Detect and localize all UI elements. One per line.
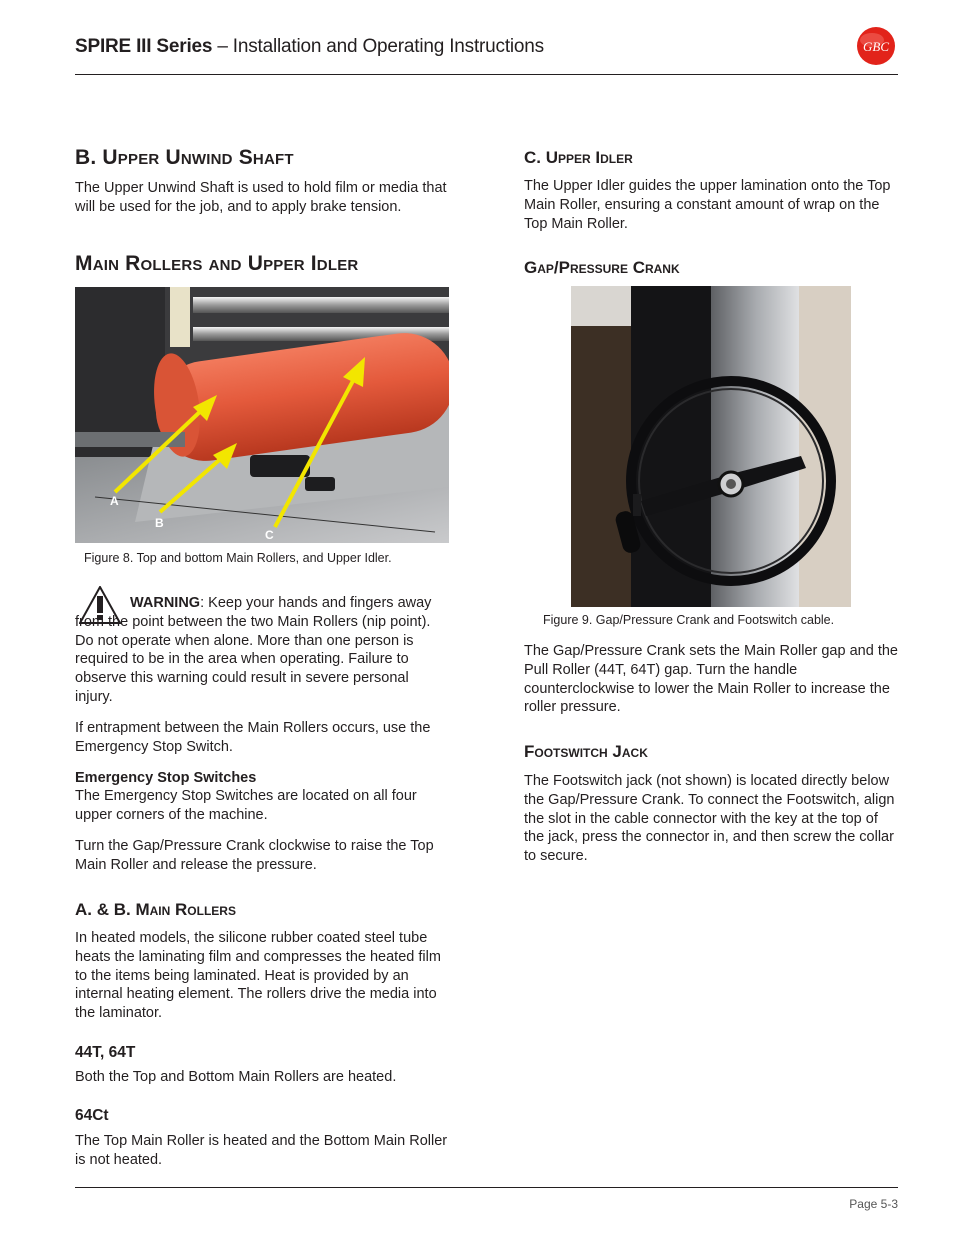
heading-44t-64t: 44T, 64T [75,1044,136,1061]
heading-upper-unwind-shaft: B. Upper Unwind Shaft [75,146,294,169]
footswitch-jack-text: The Footswitch jack (not shown) is located directly below the Gap/Pressure Crank. To connect the Footswitch, align the slot in the cable connector with the key at the top of the jack, press the connector in, and then screw the collar to secure. [524,773,895,865]
heading-ab-main-rollers: A. & B. Main Rollers [75,900,236,919]
header-title [75,36,544,58]
gap-pressure-text: The Gap/Pressure Crank sets the Main Roller gap and the Pull Roller (44T, 64T) gap. Turn the handle counterclockwise to lower the Main Roller to increase the roller pressure. [524,643,898,716]
ab-main-rollers-text: In heated models, the silicone rubber coated steel tube heats the laminating film and compresses the heated film to the items being laminated. Heat is provided by an internal heating element. The rollers drive the media into the laminator. [75,930,441,1022]
heading-main-rollers-upper-idler: Main Rollers and Upper Idler [75,252,359,275]
emergency-stop-text: The Emergency Stop Switches are located on all four upper corners of the machine. [75,788,417,823]
heading-upper-idler: C. Upper Idler [524,148,633,167]
warning-label: WARNING [130,595,201,611]
header-divider [75,74,898,75]
figure8-label-b: B [155,516,164,530]
footer-divider [75,1187,898,1188]
heading-64ct: 64Ct [75,1107,109,1124]
page-header [75,34,898,74]
heading-gap-pressure-crank: Gap/Pressure Crank [524,258,680,277]
warning-text: : Keep your hands and fingers away from the point between the two Main Rollers (nip point). Do not operate when alone. More than one person is required to be in the area when operating. Failure to observe this warning could result in severe personal injury. [75,595,432,705]
logo-text: GBC [863,39,889,54]
page-number: Page 5-3 [849,1197,898,1211]
header-series: SPIRE III Series [75,36,213,57]
heading-emergency-stop-switches: Emergency Stop Switches [75,770,257,786]
64ct-text: The Top Main Roller is heated and the Bottom Main Roller is not heated. [75,1133,448,1168]
heading-footswitch-jack: Footswitch Jack [524,742,648,761]
crank-clockwise-text: Turn the Gap/Pressure Crank clockwise to raise the Top Main Roller and release the pressure. [75,838,434,873]
upper-idler-text: The Upper Idler guides the upper lamination onto the Top Main Roller, ensuring a constant amount of wrap on the Top Main Roller. [524,178,891,232]
figure8-label-c: C [265,528,274,542]
gbc-logo-icon [856,26,896,66]
entrapment-text: If entrapment between the Main Rollers occurs, use the Emergency Stop Switch. [75,720,431,755]
upper-unwind-text: The Upper Unwind Shaft is used to hold film or media that will be used for the job, and to apply brake tension. [75,180,447,215]
figure-8-caption: Figure 8. Top and bottom Main Rollers, and Upper Idler. [84,551,392,565]
figure-9-crank-photo [571,286,851,607]
figure8-label-a: A [110,494,119,508]
figure-9-caption: Figure 9. Gap/Pressure Crank and Footswitch cable. [543,613,835,627]
header-subtitle: – Installation and Operating Instructions [212,36,544,57]
warning-paragraph [75,594,450,707]
44t-64t-text: Both the Top and Bottom Main Rollers are heated. [75,1069,397,1085]
figure-8-main-rollers-photo [75,287,449,543]
